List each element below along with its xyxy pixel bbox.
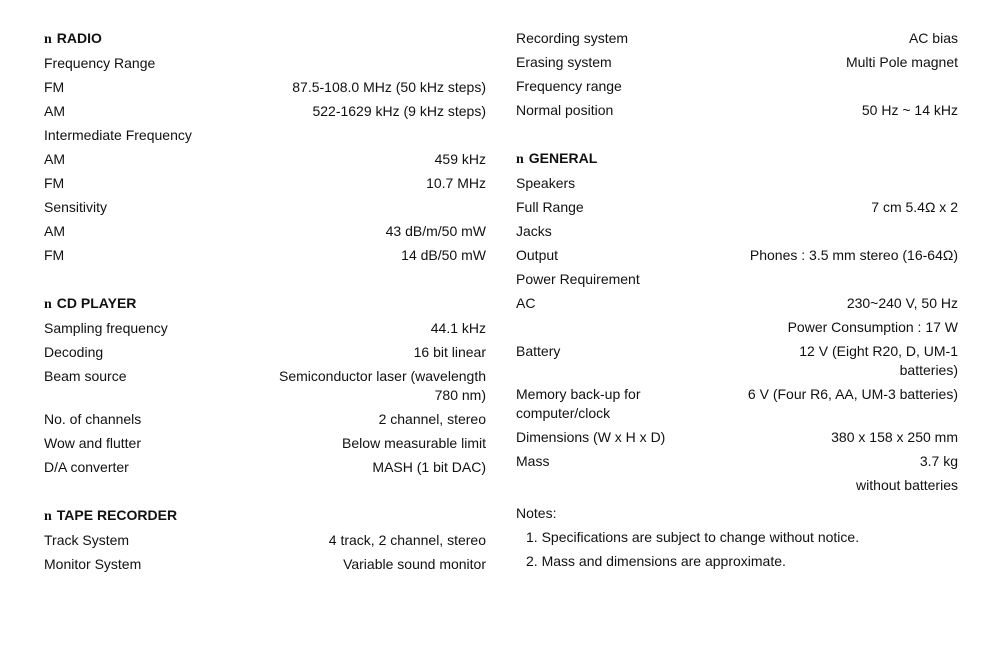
section-spacer bbox=[516, 125, 958, 149]
section-title: RADIO bbox=[56, 30, 102, 46]
spec-value: 459 kHz bbox=[434, 151, 486, 167]
spec-value: 16 bit linear bbox=[413, 344, 486, 360]
spec-label: Full Range bbox=[516, 199, 584, 215]
spec-row bbox=[516, 198, 958, 217]
spec-label: Frequency Range bbox=[44, 55, 156, 71]
spec-value: 43 dB/m/50 mW bbox=[385, 223, 486, 239]
note-item: 1. Specifications are subject to change without notice. bbox=[526, 529, 860, 545]
spec-row bbox=[516, 294, 958, 313]
spec-value: 10.7 MHz bbox=[426, 175, 486, 191]
spec-label: AM bbox=[44, 151, 65, 167]
spec-label: No. of channels bbox=[44, 411, 142, 427]
spec-value: Power Consumption : 17 W bbox=[787, 319, 958, 335]
spec-row bbox=[44, 126, 486, 145]
spec-label: AC bbox=[516, 295, 536, 311]
section-heading-radio bbox=[44, 29, 486, 49]
spec-row bbox=[516, 385, 958, 423]
spec-label: Intermediate Frequency bbox=[44, 127, 192, 143]
spec-label: Output bbox=[516, 247, 559, 263]
spec-value: 2 channel, stereo bbox=[378, 411, 486, 427]
spec-value: 230~240 V, 50 Hz bbox=[846, 295, 958, 311]
spec-label: Speakers bbox=[516, 175, 576, 191]
spec-label: Sampling frequency bbox=[44, 320, 168, 336]
spec-label: Wow and flutter bbox=[44, 435, 142, 451]
spec-row bbox=[516, 428, 958, 447]
spec-value: 4 track, 2 channel, stereo bbox=[328, 532, 486, 548]
spec-row bbox=[44, 367, 486, 405]
spec-label: Memory back-up for computer/clock bbox=[516, 386, 641, 421]
spec-label: Monitor System bbox=[44, 556, 142, 572]
spec-label: FM bbox=[44, 79, 65, 95]
spec-label: FM bbox=[44, 175, 65, 191]
spec-row bbox=[516, 342, 958, 380]
spec-value: without batteries bbox=[856, 477, 958, 493]
spec-label: AM bbox=[44, 103, 65, 119]
spec-value: 14 dB/50 mW bbox=[401, 247, 486, 263]
spec-value: 7 cm 5.4Ω x 2 bbox=[871, 199, 958, 215]
spec-label: Beam source bbox=[44, 368, 127, 384]
spec-row bbox=[516, 174, 958, 193]
spec-row bbox=[44, 555, 486, 574]
spec-value: 50 Hz ~ 14 kHz bbox=[861, 102, 958, 118]
spec-label: Battery bbox=[516, 343, 561, 359]
spec-row bbox=[44, 458, 486, 477]
spec-label: Frequency range bbox=[516, 78, 622, 94]
spec-label: Mass bbox=[516, 453, 550, 469]
spec-row bbox=[516, 270, 958, 289]
spec-row bbox=[44, 54, 486, 73]
section-title: GENERAL bbox=[528, 150, 598, 166]
section-bullet: n bbox=[516, 152, 524, 167]
spec-row bbox=[516, 29, 958, 48]
section-title: CD PLAYER bbox=[56, 295, 137, 311]
spec-label: Dimensions (W x H x D) bbox=[516, 429, 666, 445]
spec-row bbox=[44, 343, 486, 362]
section-bullet: n bbox=[44, 32, 52, 47]
spec-value: Variable sound monitor bbox=[343, 556, 486, 572]
spec-row bbox=[44, 434, 486, 453]
spec-label: Jacks bbox=[516, 223, 552, 239]
spec-label: Sensitivity bbox=[44, 199, 108, 215]
section-spacer bbox=[44, 482, 486, 506]
section-heading-tape-recorder bbox=[44, 506, 486, 526]
spec-value: 44.1 kHz bbox=[430, 320, 486, 336]
spec-row bbox=[44, 319, 486, 338]
spec-label: D/A converter bbox=[44, 459, 129, 475]
spec-label: Normal position bbox=[516, 102, 614, 118]
spec-row bbox=[516, 53, 958, 72]
spec-value: Multi Pole magnet bbox=[845, 54, 958, 70]
spec-row bbox=[516, 452, 958, 471]
right-column bbox=[516, 29, 958, 576]
spec-row bbox=[44, 174, 486, 193]
spec-row bbox=[44, 102, 486, 121]
spec-row bbox=[516, 222, 958, 241]
spec-value: Below measurable limit bbox=[342, 435, 486, 451]
spec-row bbox=[516, 77, 958, 96]
spec-row bbox=[44, 531, 486, 550]
spec-value: MASH (1 bit DAC) bbox=[372, 459, 486, 475]
spec-value: 12 V (Eight R20, D, UM-1 batteries) bbox=[799, 343, 958, 378]
spec-value: Phones : 3.5 mm stereo (16-64Ω) bbox=[749, 247, 958, 263]
spec-row bbox=[516, 101, 958, 120]
spec-row bbox=[516, 318, 958, 337]
spec-row bbox=[44, 222, 486, 241]
spec-label: Erasing system bbox=[516, 54, 612, 70]
spec-label: Track System bbox=[44, 532, 130, 548]
section-heading-cd-player bbox=[44, 294, 486, 314]
spec-value: Semiconductor laser (wavelength 780 nm) bbox=[279, 368, 486, 403]
notes-title: Notes: bbox=[516, 505, 557, 521]
spec-label: Decoding bbox=[44, 344, 104, 360]
spec-row bbox=[44, 246, 486, 265]
spec-label: Recording system bbox=[516, 30, 629, 46]
spec-row bbox=[44, 410, 486, 429]
section-bullet: n bbox=[44, 297, 52, 312]
section-heading-general bbox=[516, 149, 958, 169]
spec-row bbox=[516, 246, 958, 265]
section-bullet: n bbox=[44, 509, 52, 524]
section-title: TAPE RECORDER bbox=[56, 507, 178, 523]
spec-row bbox=[44, 78, 486, 97]
spec-label: Power Requirement bbox=[516, 271, 640, 287]
spec-label: AM bbox=[44, 223, 65, 239]
spec-row bbox=[516, 476, 958, 495]
spec-value: 522-1629 kHz (9 kHz steps) bbox=[312, 103, 486, 119]
note-item: 2. Mass and dimensions are approximate. bbox=[526, 553, 786, 569]
spec-value: 6 V (Four R6, AA, UM-3 batteries) bbox=[747, 386, 958, 402]
spec-row bbox=[44, 198, 486, 217]
spec-value: 87.5-108.0 MHz (50 kHz steps) bbox=[292, 79, 486, 95]
spec-row bbox=[44, 150, 486, 169]
left-column bbox=[44, 29, 486, 579]
spec-value: 3.7 kg bbox=[919, 453, 958, 469]
spec-label: FM bbox=[44, 247, 65, 263]
section-spacer bbox=[44, 270, 486, 294]
spec-value: AC bias bbox=[908, 30, 958, 46]
spec-value: 380 x 158 x 250 mm bbox=[831, 429, 958, 445]
